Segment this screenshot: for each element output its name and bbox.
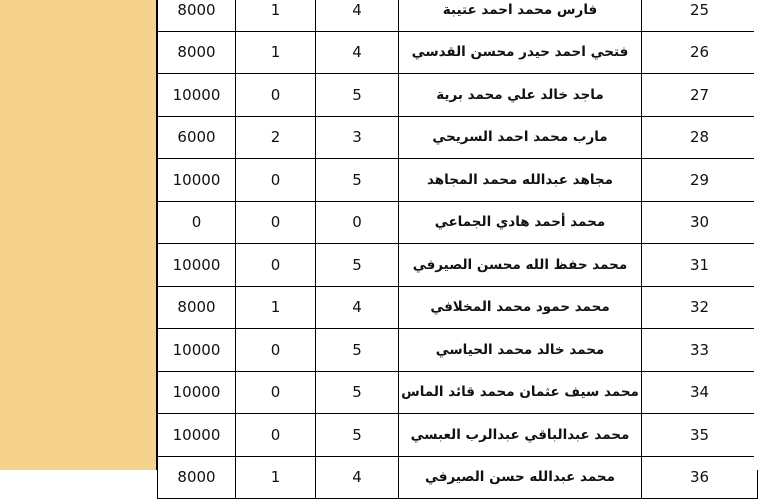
row-number-cell: 31 [642, 244, 758, 287]
name-cell: محمد سيف عثمان محمد قائد الماس [399, 371, 642, 414]
absences-cell: 0 [236, 414, 316, 457]
name-cell: ماجد خالد علي محمد برية [399, 74, 642, 117]
amount-cell: 8000 [158, 286, 236, 329]
amount-cell: 8000 [158, 0, 236, 31]
records-table [157, 0, 758, 499]
table-row [158, 371, 758, 414]
presence-cell: 4 [316, 31, 399, 74]
row-number-cell: 33 [642, 329, 758, 372]
table-row [158, 286, 758, 329]
presence-cell: 3 [316, 116, 399, 159]
presence-cell: 5 [316, 329, 399, 372]
absences-cell: 1 [236, 0, 316, 31]
name-cell: محمد عبدالباقي عبدالرب العبسي [399, 414, 642, 457]
presence-cell: 4 [316, 286, 399, 329]
presence-cell: 5 [316, 159, 399, 202]
row-number-cell: 28 [642, 116, 758, 159]
amount-cell: 10000 [158, 74, 236, 117]
amount-cell: 6000 [158, 116, 236, 159]
name-cell: مجاهد عبدالله محمد المجاهد [399, 159, 642, 202]
presence-cell: 5 [316, 414, 399, 457]
name-cell: محمد حمود محمد المخلافي [399, 286, 642, 329]
row-number-cell: 32 [642, 286, 758, 329]
absences-cell: 0 [236, 329, 316, 372]
name-cell: محمد خالد محمد الحياسي [399, 329, 642, 372]
absences-cell: 0 [236, 244, 316, 287]
amount-cell: 8000 [158, 31, 236, 74]
table-row [158, 456, 758, 499]
amount-cell: 10000 [158, 244, 236, 287]
absences-cell: 1 [236, 31, 316, 74]
absences-cell: 0 [236, 159, 316, 202]
name-cell: محمد حفظ الله محسن الصيرفي [399, 244, 642, 287]
amount-cell: 0 [158, 201, 236, 244]
table-row [158, 0, 758, 31]
presence-cell: 5 [316, 244, 399, 287]
right-margin [754, 0, 780, 470]
row-number-cell: 30 [642, 201, 758, 244]
table-row [158, 74, 758, 117]
row-number-cell: 36 [642, 456, 758, 499]
table-row [158, 329, 758, 372]
row-number-cell: 34 [642, 371, 758, 414]
absences-cell: 0 [236, 74, 316, 117]
name-cell: محمد عبدالله حسن الصيرفي [399, 456, 642, 499]
table-body [158, 0, 758, 499]
presence-cell: 5 [316, 371, 399, 414]
row-number-cell: 29 [642, 159, 758, 202]
table-row [158, 159, 758, 202]
name-cell: فارس محمد احمد عتيبة [399, 0, 642, 31]
row-number-cell: 26 [642, 31, 758, 74]
presence-cell: 5 [316, 74, 399, 117]
amount-cell: 10000 [158, 371, 236, 414]
presence-cell: 4 [316, 0, 399, 31]
row-number-cell: 35 [642, 414, 758, 457]
table-row [158, 31, 758, 74]
left-color-band [0, 0, 158, 470]
amount-cell: 8000 [158, 456, 236, 499]
amount-cell: 10000 [158, 414, 236, 457]
row-number-cell: 27 [642, 74, 758, 117]
amount-cell: 10000 [158, 159, 236, 202]
absences-cell: 0 [236, 201, 316, 244]
name-cell: محمد أحمد هادي الجماعي [399, 201, 642, 244]
table-row [158, 116, 758, 159]
absences-cell: 1 [236, 286, 316, 329]
absences-cell: 1 [236, 456, 316, 499]
table-row [158, 414, 758, 457]
absences-cell: 2 [236, 116, 316, 159]
table-row [158, 201, 758, 244]
amount-cell: 10000 [158, 329, 236, 372]
name-cell: مارب محمد احمد السريحي [399, 116, 642, 159]
name-cell: فتحي احمد حيدر محسن القدسي [399, 31, 642, 74]
table-row [158, 244, 758, 287]
presence-cell: 0 [316, 201, 399, 244]
row-number-cell: 25 [642, 0, 758, 31]
absences-cell: 0 [236, 371, 316, 414]
presence-cell: 4 [316, 456, 399, 499]
